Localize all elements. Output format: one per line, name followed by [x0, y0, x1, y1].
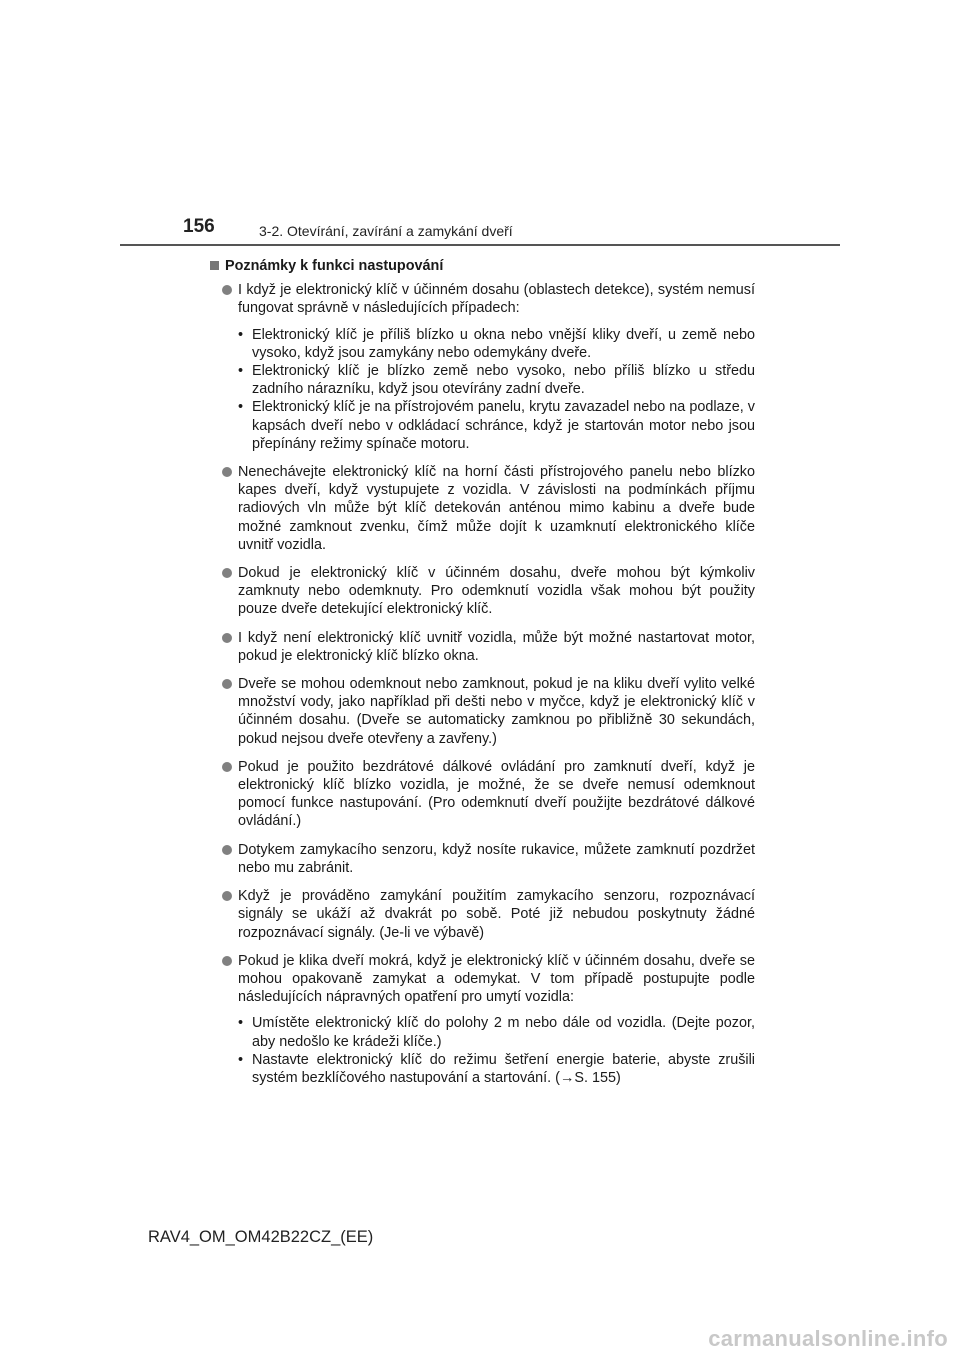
sub-item	[238, 1051, 755, 1087]
note-item	[210, 463, 755, 554]
sub-item	[238, 362, 755, 398]
note-item	[210, 887, 755, 942]
note-text: Nenechávejte elektronický klíč na horní části přístrojového panelu nebo blízko kapes dveří, když vystupujete z vozidla. V závislosti na podmínkách příjmu radiových vln může být klíč detekován anténou mimo kabinu a dveře bude možné zamknout zvenku, čímž může dojít k uzamknutí elektronického klíče uvnitř vozidla.	[238, 464, 755, 553]
page-content	[210, 257, 755, 1097]
dot-bullet-icon: •	[238, 363, 244, 380]
note-text: I když není elektronický klíč uvnitř vozidla, může být možné nastartovat motor, pokud je elektronický klíč blízko okna.	[238, 629, 755, 664]
note-item	[210, 564, 755, 619]
sub-list	[238, 326, 755, 453]
section-title: 3-2. Otevírání, zavírání a zamykání dveří	[259, 223, 513, 239]
notes-heading-text: Poznámky k funkci nastupování	[225, 258, 444, 274]
note-text: Když je prováděno zamykání použitím zamykacího senzoru, rozpoznávací signály se ukáží až dvakrát po sobě. Poté již nebudou poskytnuty žádné rozpoznávací signály. (Je-li ve výbavě)	[238, 888, 755, 941]
dot-bullet-icon: •	[238, 399, 244, 416]
circle-bullet-icon	[222, 762, 232, 772]
watermark: carmanualsonline.info	[708, 1326, 948, 1351]
circle-bullet-icon	[222, 285, 232, 295]
note-item	[210, 281, 755, 453]
header-divider	[120, 244, 840, 246]
circle-bullet-icon	[222, 568, 232, 578]
square-bullet-icon	[210, 261, 219, 270]
note-item	[210, 758, 755, 831]
circle-bullet-icon	[222, 467, 232, 477]
dot-bullet-icon: •	[238, 1015, 244, 1032]
note-text: Dotykem zamykacího senzoru, když nosíte rukavice, můžete zamknutí pozdržet nebo mu zabránit.	[238, 841, 755, 876]
sub-item	[238, 1014, 755, 1050]
note-text: Dokud je elektronický klíč v účinném dosahu, dveře mohou být kýmkoliv zamknuty nebo odemknuty. Pro odemknutí vozidla však mohou být použity pouze dveře detekující elektronický klíč.	[238, 565, 755, 618]
note-text: I když je elektronický klíč v účinném dosahu (oblastech detekce), systém nemusí fungovat správně v následujících případech:	[238, 282, 755, 317]
note-item	[210, 675, 755, 748]
sub-item-text: Umístěte elektronický klíč do polohy 2 m nebo dále od vozidla. (Dejte pozor, aby nedošlo ke krádeži klíče.)	[252, 1015, 755, 1050]
sub-item-text: Nastavte elektronický klíč do režimu šetření energie baterie, abyste zrušili systém bezklíčového nastupování a startování. (→S. 155)	[252, 1051, 755, 1086]
circle-bullet-icon	[222, 633, 232, 643]
sub-item-text: Elektronický klíč je příliš blízko u okna nebo vnější kliky dveří, u země nebo vysoko, když jsou zamykány nebo odemykány dveře.	[252, 326, 755, 361]
notes-heading	[210, 257, 755, 275]
page-number: 156	[183, 216, 215, 237]
note-item	[210, 629, 755, 665]
sub-item	[238, 326, 755, 362]
sub-item-text: Elektronický klíč je na přístrojovém panelu, krytu zavazadel nebo na podlaze, v kapsách dveří nebo v odkládací schránce, když je startován motor nebo jsou přepínány režimy spínače motoru.	[252, 399, 755, 452]
note-item	[210, 841, 755, 877]
note-text: Dveře se mohou odemknout nebo zamknout, pokud je na kliku dveří vylito velké množství vody, jako například při dešti nebo v myčce, když je elektronický klíč v účinném dosahu. (Dveře se automaticky zamknou po přibližně 30 sekundách, pokud nejsou dveře otevřeny a zavřeny.)	[238, 676, 755, 747]
dot-bullet-icon: •	[238, 326, 244, 343]
sub-item	[238, 398, 755, 453]
dot-bullet-icon: •	[238, 1051, 244, 1068]
note-item	[210, 952, 755, 1087]
note-text: Pokud je použito bezdrátové dálkové ovládání pro zamknutí dveří, když je elektronický klíč blízko vozidla, je možné, že se dveře nemusí odemknout pomocí funkce nastupování. (Pro odemknutí dveří použijte bezdrátové dálkové ovládání.)	[238, 758, 755, 830]
document-code: RAV4_OM_OM42B22CZ_(EE)	[148, 1228, 374, 1246]
note-text: Pokud je klika dveří mokrá, když je elektronický klíč v účinném dosahu, dveře se mohou opakovaně zamykat a odemykat. V tom případě postupujte podle následujících nápravných opatření pro umytí vozidla:	[238, 952, 755, 1006]
circle-bullet-icon	[222, 679, 232, 689]
sub-item-text: Elektronický klíč je blízko země nebo vysoko, nebo příliš blízko u středu zadního nárazníku, když jsou otevírány zadní dveře.	[252, 363, 755, 398]
circle-bullet-icon	[222, 891, 232, 901]
sub-list	[238, 1014, 755, 1087]
circle-bullet-icon	[222, 956, 232, 966]
circle-bullet-icon	[222, 845, 232, 855]
